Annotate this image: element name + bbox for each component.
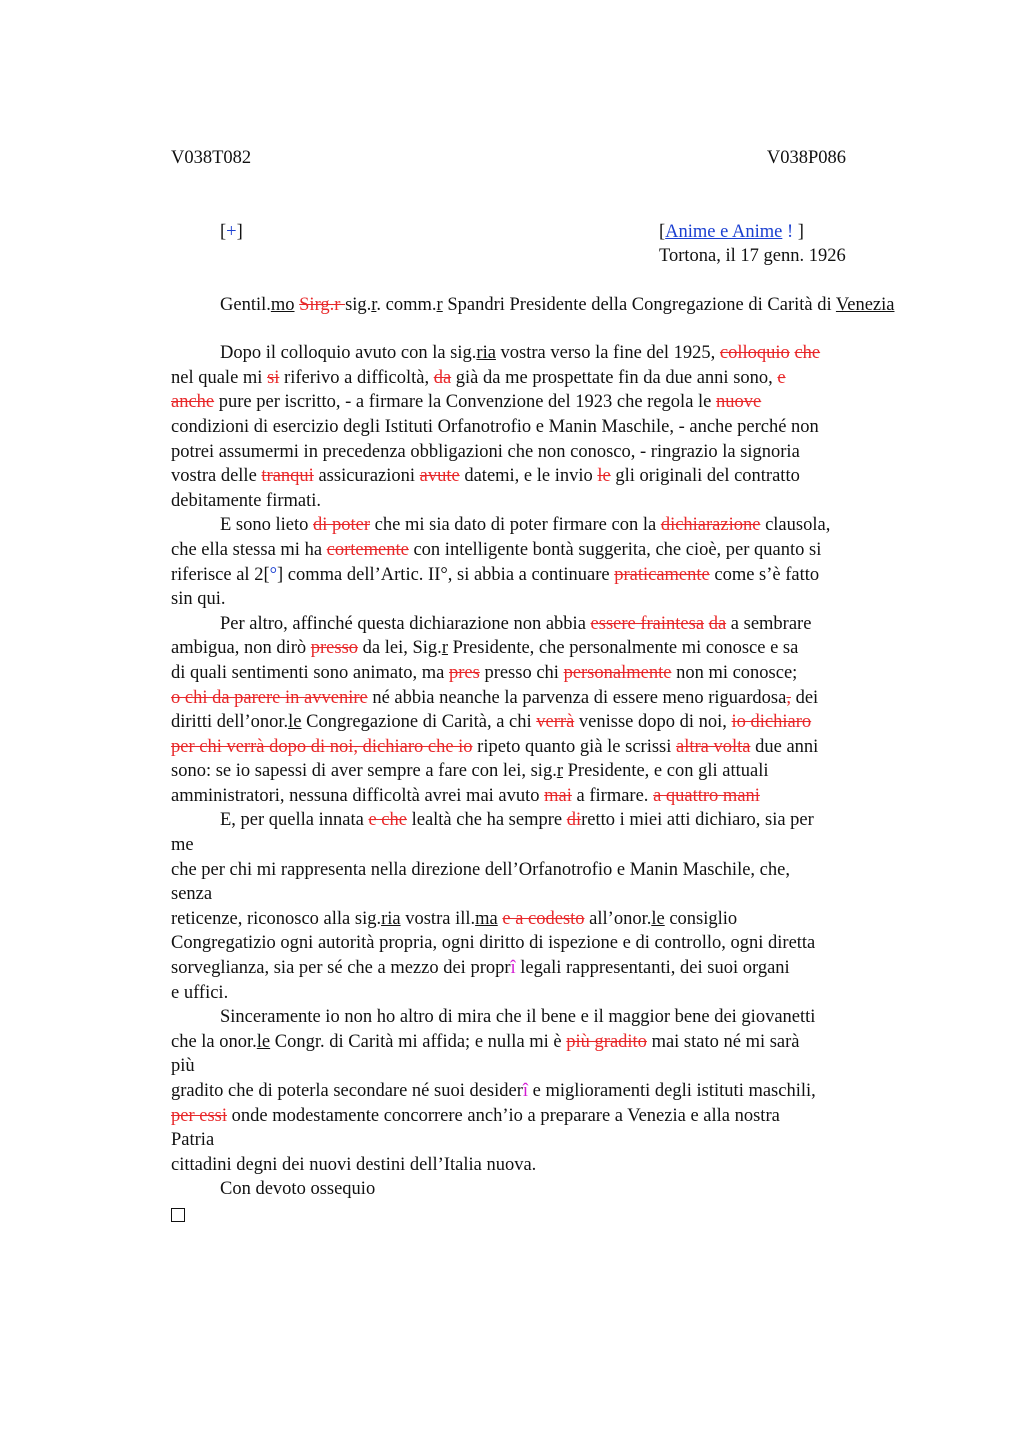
deleted-text: pres [448,662,480,683]
text: E sono lieto [220,515,314,536]
text: da lei, Sig. [358,638,442,659]
deleted-text: e [777,367,786,388]
plus-marker[interactable]: [+] [220,221,243,242]
text: presso chi [479,662,564,683]
text: ripeto quanto già le scrissi [472,736,677,757]
title-excl: ! [786,221,794,242]
underlined-text: ria [381,908,401,929]
text: pure per iscritto, - a firmare la Convenzione del 1923 che regola le [214,392,717,413]
paragraph-3 [171,612,911,809]
text: gli originali del contratto debitamente firmati. [171,466,800,511]
text: Congregazione di Carità, a chi [301,712,537,733]
heading-block [171,220,911,269]
text: venisse dopo di noi, [574,712,732,733]
text: nel quale mi [171,367,263,388]
underlined-text: ma [475,908,498,929]
underlined-text: r [556,761,563,782]
deleted-text: presso [310,638,359,659]
text: dei diritti dell’onor. [171,687,819,733]
deleted-text: nuove [716,392,762,413]
deleted-text: io dichiaro [731,712,812,733]
text: Sinceramente io non ho altro di mira che il bene e il maggior bene dei giovanetti che la onor. [171,1007,816,1052]
deleted-text: verrà [536,712,575,733]
title-block: [Anime e Anime ! ] Tortona, il 17 genn. 1926 [659,220,846,269]
deleted-text: che [794,343,821,364]
text: Per altro, affinché questa dichiarazione non abbia [220,613,591,634]
text: due anni sono: se io sapessi di aver sempre a fare con lei, sig. [171,736,819,782]
paragraph-5 [171,1005,911,1177]
deleted-text: altra volta [676,736,751,757]
text: lealtà che ha sempre [406,810,567,831]
underlined-text: ria [476,343,496,364]
text: E, per quella innata [220,810,369,831]
text: mai stato né mi sarà più gradito che di poterla secondare né suoi desider [171,1031,800,1101]
editor-note: ° [269,564,278,585]
deleted-text: più gradito [566,1031,647,1052]
text: non mi conosce; [676,662,798,683]
title-link[interactable]: Anime e Anime [665,221,783,242]
text: che mi sia dato di poter firmare con la [370,515,661,536]
deleted-text: avute [419,466,460,487]
deleted-text: e che [368,810,407,831]
underlined-text: r [441,638,448,659]
doc-code-right: V038P086 [766,148,846,168]
deleted-text: , [786,687,791,708]
text: come s’è fatto sin qui. [171,564,820,610]
editor-mark: î [522,1081,529,1101]
end-square-icon [171,1202,911,1227]
text: datemi, e le invio [459,466,598,487]
text: Congr. di Carità mi affida; e nulla mi è [270,1031,567,1052]
text: condizioni di esercizio degli Istituti Orfanotrofio e Manin Maschile, - anche perché non potrei assumermi in precedenza obbligazioni che non conosco, - ringrazio la signoria vostra delle [171,416,819,487]
text: vostra verso la fine del 1925, [495,343,720,364]
deleted-text: praticamente [614,564,710,585]
deleted-text: mai [544,785,572,806]
text: a sembrare ambigua, non dirò [171,613,812,659]
text: Presidente, che personalmente mi conosce e sa di quali sentimenti sono animato, ma [171,638,799,683]
text: all’onor. [584,908,652,929]
text: a firmare. [571,785,654,806]
deleted-text: o chi da parere in avvenire [171,687,368,708]
deleted-text: per essi [171,1105,227,1126]
deleted-text: dichiarazione [660,515,761,536]
text: onde modestamente concorrere anch’io a preparare a Venezia e alla nostra Patria cittadini degni dei nuovi destini dell’Italia nuova. [171,1105,780,1175]
text: clausola, che ella stessa mi ha [171,515,831,560]
deleted-text: cortemente [326,539,409,560]
deleted-text: e a codesto [502,908,585,929]
underlined-text: le [288,712,302,733]
closing: Con devoto ossequio [220,1179,376,1200]
doc-code-left: V038T082 [171,148,252,168]
text: assicurazioni [313,466,420,487]
deleted-text: a quattro mani [653,785,760,806]
paragraph-2 [171,513,911,611]
text: vostra ill. [400,908,476,929]
paragraph-4 [171,808,911,1005]
deleted-text: da [708,613,727,634]
deleted-text: per chi verrà dopo di noi, dichiaro che io [171,736,473,757]
text: riferivo a difficoltà, [279,367,434,388]
salutation: Gentil.mo Sirg.r sig.r. comm.r Spandri Presidente della Congregazione di Carità di Venezia [220,294,895,315]
text: Dopo il colloquio avuto con la sig. [220,343,477,364]
deleted-text: di [566,810,582,831]
deleted-text: le [597,466,611,487]
header-row [171,146,846,171]
deleted-text: anche [171,392,215,413]
text: con intelligente bontà suggerita, che cioè, per quanto si riferisce al 2[ [171,539,822,585]
text: e miglioramenti degli istituti maschili, [532,1081,816,1101]
paragraph-1 [171,341,911,513]
text: consiglio Congregatizio ogni autorità propria, ogni diritto di ispezione e di controllo, ogni diretta sorveglianza, sia per sé che a mezzo dei propr [171,908,816,979]
deleted-text: si [267,367,280,388]
text: né abbia neanche la parvenza di essere meno riguardosa [367,687,787,708]
text: Presidente, e con gli attuali amministratori, nessuna difficoltà avrei mai avuto [171,761,769,806]
deleted-text: di poter [313,515,371,536]
deleted-text: personalmente [563,662,672,683]
underlined-text: le [651,908,665,929]
deleted-text: tranqui [261,466,314,487]
deleted-text: essere fraintesa [590,613,705,634]
text: ] comma dell’Artic. II°, si abbia a continuare [277,564,615,585]
deleted-text: da [433,367,452,388]
plus-icon[interactable]: + [226,221,237,242]
editor-mark: î [510,958,516,979]
text: già da me prospettate fin da due anni sono, [451,367,778,388]
text: legali rappresentanti, dei suoi organi e uffici. [171,958,790,1003]
underlined-text: le [256,1031,271,1052]
text: retto i miei atti dichiaro, sia per me che per chi mi rappresenta nella direzione dell’Orfanotrofio e Manin Maschile, che, senza reticenze, riconosco alla sig. [171,810,814,929]
deleted-text: colloquio [719,343,790,364]
letter-page [171,146,911,1227]
place-date: Tortona, il 17 genn. 1926 [659,246,846,267]
